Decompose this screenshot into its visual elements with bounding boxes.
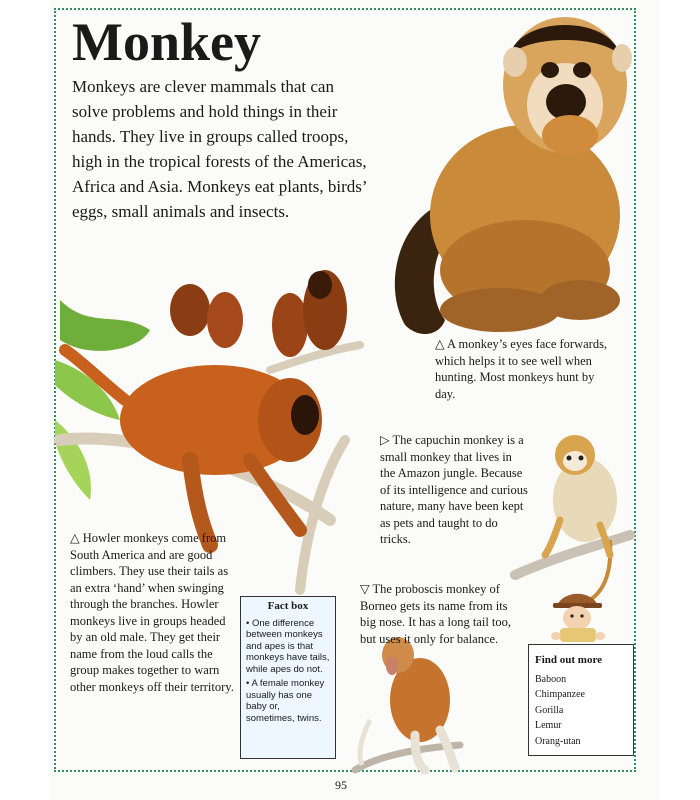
find-out-more-item[interactable]: Baboon — [535, 673, 567, 685]
explorer-cartoon-illustration — [551, 594, 605, 642]
squirrel-monkey-illustration — [395, 17, 632, 334]
find-out-more-title: Find out more — [535, 654, 603, 666]
caption-howler: △ Howler monkeys come from South America and are good climbers. They use their tails as an extra ‘hand’ when swinging through the branches. Howler monkeys live in groups headed by an old male. They get their name from the loud calls the group makes together to warn other monkeys off their territory. — [70, 531, 234, 694]
page-number: 95 — [335, 778, 347, 792]
capuchin-monkey-illustration — [515, 435, 630, 600]
page-title: Monkey — [72, 12, 261, 72]
find-out-more-item[interactable]: Lemur — [535, 720, 562, 731]
proboscis-monkey-illustration — [355, 637, 460, 770]
fact-box-title: Fact box — [267, 600, 309, 612]
find-out-more-item[interactable]: Chimpanzee — [535, 689, 585, 700]
caption-proboscis: ▽ The proboscis monkey of Borneo gets its name from its big nose. It has a long tail too, but uses it only for balance. — [360, 582, 512, 646]
fact-box — [240, 596, 336, 759]
find-out-more-item[interactable]: Gorilla — [535, 704, 564, 716]
caption-eyes: △ A monkey’s eyes face forwards, which helps it to see well when hunting. Most monkeys hunt by day. — [435, 337, 608, 401]
fact-box-item: • A female monkey usually has one baby or, sometimes, twins. — [246, 678, 325, 724]
find-out-more-item[interactable]: Orang-utan — [535, 735, 581, 747]
intro-paragraph: Monkeys are clever mammals that can solve problems and hold things in their hands. They live in groups called troops, high in the tropical forests of the Americas, Africa and Asia. Monkeys eat plants, birds’ eggs, small animals and insects. — [72, 77, 367, 221]
fact-box-item: • One difference between monkeys and apes is that monkeys have tails, while apes do not. — [246, 617, 330, 675]
caption-capuchin: ▷ The capuchin monkey is a small monkey that lives in the Amazon jungle. Because of its intelligence and curious nature, many have been kept as pets and taught to do tricks. — [380, 433, 528, 546]
find-out-more-box — [528, 644, 634, 756]
